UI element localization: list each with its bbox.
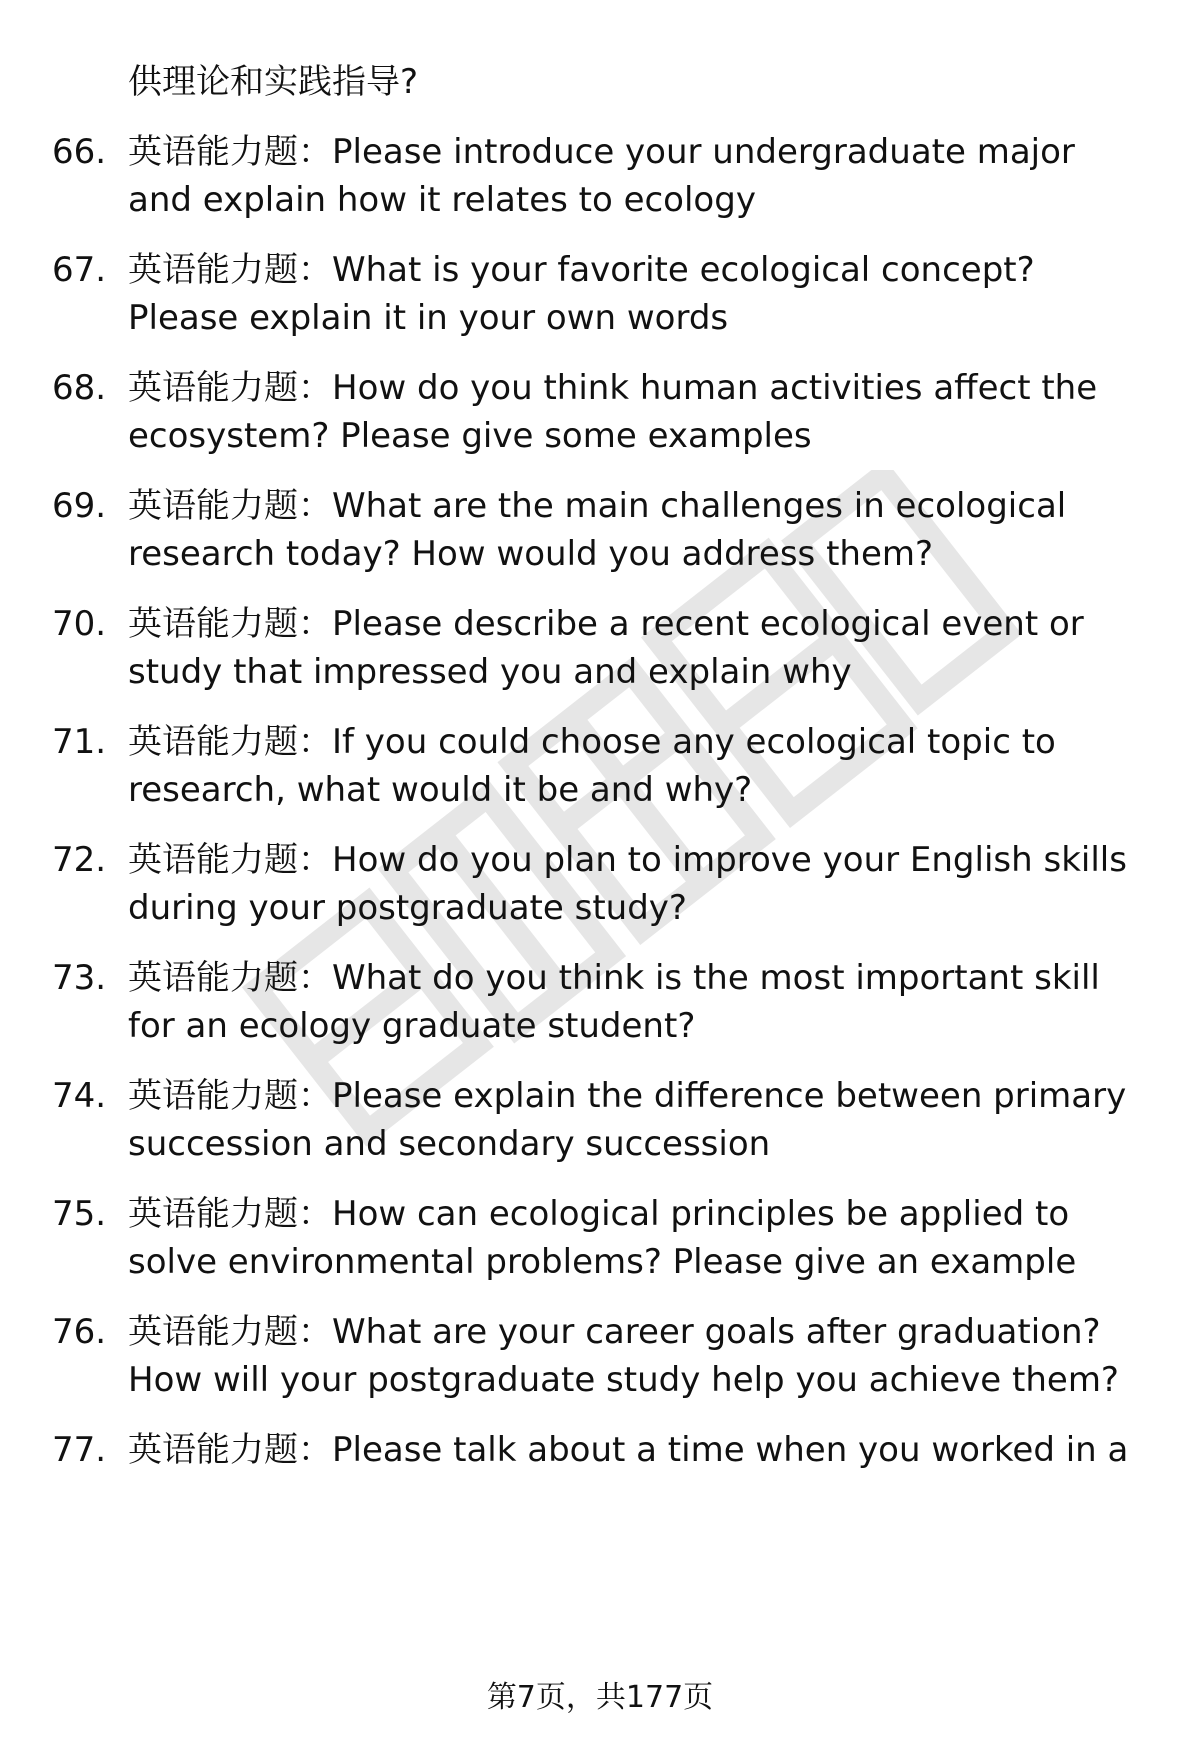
question-number: 76.: [52, 1312, 107, 1352]
question-number: 68.: [52, 368, 107, 408]
question-prefix: 英语能力题：: [128, 958, 332, 998]
question-number: 67.: [52, 250, 107, 290]
question-text-line2: research, what would it be and why?: [128, 770, 753, 810]
question-prefix: 英语能力题：: [128, 840, 332, 880]
page-footer: 第7页，共177页: [486, 1680, 714, 1715]
question-prefix: 英语能力题：: [128, 250, 332, 290]
intro-line: 供理论和实践指导?: [128, 62, 419, 102]
question-text-line2: Please explain it in your own words: [128, 298, 729, 338]
question-text-line1: If you could choose any ecological topic to: [332, 722, 1056, 762]
question-number: 66.: [52, 132, 107, 172]
question-text-line1: Please describe a recent ecological event or: [332, 604, 1084, 644]
question-number: 77.: [52, 1430, 107, 1470]
question-text-line1: What are the main challenges in ecological: [332, 486, 1067, 526]
question-text-line2: solve environmental problems? Please give an example: [128, 1242, 1077, 1282]
question-text-line1: What are your career goals after graduation?: [332, 1312, 1101, 1352]
question-text-line1: Please explain the difference between primary: [332, 1076, 1127, 1116]
question-prefix: 英语能力题：: [128, 1194, 332, 1234]
question-prefix: 英语能力题：: [128, 722, 332, 762]
question-text-line1: How do you think human activities affect the: [332, 368, 1098, 408]
question-text-line2: ecosystem? Please give some examples: [128, 416, 812, 456]
question-number: 71.: [52, 722, 107, 762]
question-text-line1: How do you plan to improve your English skills: [332, 840, 1127, 880]
question-number: 70.: [52, 604, 107, 644]
question-prefix: 英语能力题：: [128, 604, 332, 644]
question-prefix: 英语能力题：: [128, 132, 332, 172]
question-text-line2: during your postgraduate study?: [128, 888, 687, 928]
question-number: 74.: [52, 1076, 107, 1116]
question-prefix: 英语能力题：: [128, 486, 332, 526]
question-text-line2: study that impressed you and explain why: [128, 652, 852, 692]
question-text-line1: Please talk about a time when you worked in a: [332, 1430, 1129, 1470]
question-prefix: 英语能力题：: [128, 1076, 332, 1116]
question-text-line1: What is your favorite ecological concept?: [332, 250, 1035, 290]
question-text-line2: research today? How would you address them?: [128, 534, 934, 574]
question-text-line2: succession and secondary succession: [128, 1124, 771, 1164]
question-number: 72.: [52, 840, 107, 880]
question-text-line2: and explain how it relates to ecology: [128, 180, 756, 220]
question-text-line1: What do you think is the most important skill: [332, 958, 1100, 998]
question-number: 73.: [52, 958, 107, 998]
question-prefix: 英语能力题：: [128, 1430, 332, 1470]
question-text-line1: Please introduce your undergraduate major: [332, 132, 1075, 172]
question-number: 69.: [52, 486, 107, 526]
question-number: 75.: [52, 1194, 107, 1234]
question-text-line2: for an ecology graduate student?: [128, 1006, 696, 1046]
question-text-line2: How will your postgraduate study help you achieve them?: [128, 1360, 1119, 1400]
question-text-line1: How can ecological principles be applied to: [332, 1194, 1070, 1234]
question-prefix: 英语能力题：: [128, 1312, 332, 1352]
question-prefix: 英语能力题：: [128, 368, 332, 408]
